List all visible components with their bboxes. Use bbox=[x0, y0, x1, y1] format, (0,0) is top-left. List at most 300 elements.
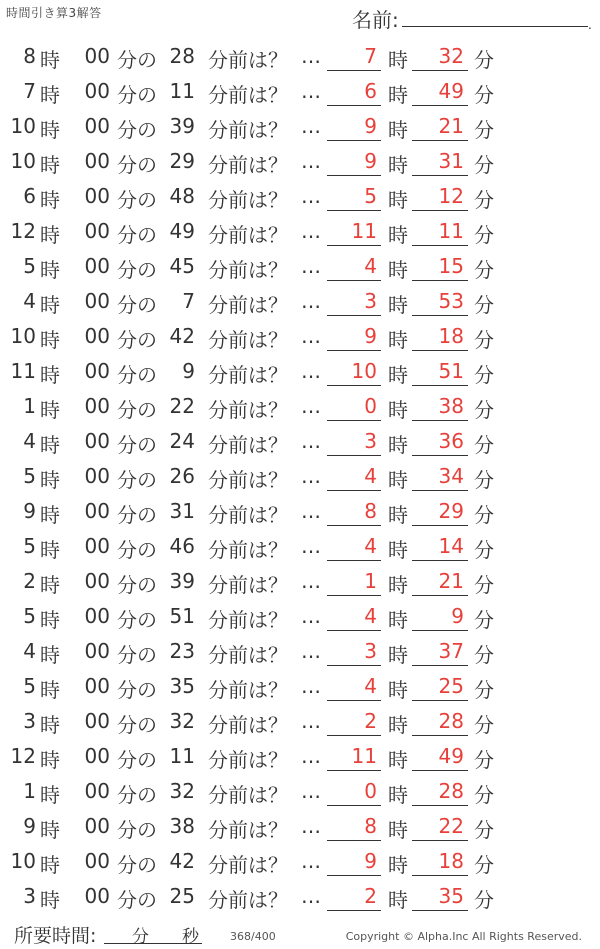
answer-hour: 11 bbox=[327, 744, 381, 771]
minute-of-label: 分の bbox=[117, 468, 157, 492]
minute-label: 分 bbox=[474, 538, 494, 562]
answer-minute: 25 bbox=[412, 674, 468, 701]
answer-hour: 4 bbox=[327, 464, 381, 491]
minute-zero: 00 bbox=[84, 324, 110, 348]
minute-of-label: 分の bbox=[117, 328, 157, 352]
answer-hour: 0 bbox=[327, 779, 381, 806]
minute-label: 分 bbox=[474, 643, 494, 667]
answer-hour-label: 時 bbox=[388, 818, 408, 842]
minute-zero: 00 bbox=[84, 289, 110, 313]
start-hour: 5 bbox=[23, 604, 36, 628]
problem-row bbox=[0, 214, 600, 249]
minute-label: 分 bbox=[474, 188, 494, 212]
minute-zero: 00 bbox=[84, 744, 110, 768]
minus-minutes: 31 bbox=[169, 499, 195, 523]
answer-hour-label: 時 bbox=[388, 118, 408, 142]
minute-zero: 00 bbox=[84, 79, 110, 103]
problem-row bbox=[0, 704, 600, 739]
start-hour: 9 bbox=[23, 499, 36, 523]
answer-hour: 3 bbox=[327, 429, 381, 456]
minute-zero: 00 bbox=[84, 639, 110, 663]
answer-hour: 11 bbox=[327, 219, 381, 246]
answer-hour-label: 時 bbox=[388, 398, 408, 422]
minutes-before-label: 分前は？ bbox=[208, 223, 288, 247]
minute-label: 分 bbox=[474, 363, 494, 387]
minute-zero: 00 bbox=[84, 254, 110, 278]
hour-label: 時 bbox=[40, 713, 60, 737]
minus-minutes: 39 bbox=[169, 114, 195, 138]
ellipsis: … bbox=[301, 219, 321, 243]
minus-minutes: 24 bbox=[169, 429, 195, 453]
minutes-before-label: 分前は？ bbox=[208, 678, 288, 702]
minute-of-label: 分の bbox=[117, 433, 157, 457]
minute-of-label: 分の bbox=[117, 503, 157, 527]
start-hour: 4 bbox=[23, 639, 36, 663]
ellipsis: … bbox=[301, 604, 321, 628]
answer-hour: 9 bbox=[327, 324, 381, 351]
hour-label: 時 bbox=[40, 398, 60, 422]
minus-minutes: 11 bbox=[169, 79, 195, 103]
ellipsis: … bbox=[301, 709, 321, 733]
minute-of-label: 分の bbox=[117, 713, 157, 737]
minutes-before-label: 分前は？ bbox=[208, 433, 288, 457]
minute-of-label: 分の bbox=[117, 678, 157, 702]
answer-hour-label: 時 bbox=[388, 678, 408, 702]
minutes-before-label: 分前は？ bbox=[208, 608, 288, 632]
minutes-before-label: 分前は？ bbox=[208, 328, 288, 352]
minute-zero: 00 bbox=[84, 499, 110, 523]
start-hour: 1 bbox=[23, 779, 36, 803]
answer-hour: 2 bbox=[327, 884, 381, 911]
minute-zero: 00 bbox=[84, 44, 110, 68]
problem-row bbox=[0, 284, 600, 319]
answer-hour-label: 時 bbox=[388, 503, 408, 527]
problem-list bbox=[0, 39, 600, 914]
problem-row bbox=[0, 319, 600, 354]
minute-zero: 00 bbox=[84, 779, 110, 803]
answer-minute: 28 bbox=[412, 779, 468, 806]
ellipsis: … bbox=[301, 814, 321, 838]
minutes-before-label: 分前は？ bbox=[208, 153, 288, 177]
hour-label: 時 bbox=[40, 888, 60, 912]
answer-minute: 11 bbox=[412, 219, 468, 246]
problem-row bbox=[0, 144, 600, 179]
minutes-before-label: 分前は？ bbox=[208, 293, 288, 317]
answer-minute: 18 bbox=[412, 324, 468, 351]
seconds-unit: 秒 bbox=[182, 927, 199, 947]
ellipsis: … bbox=[301, 884, 321, 908]
ellipsis: … bbox=[301, 464, 321, 488]
minus-minutes: 42 bbox=[169, 849, 195, 873]
minus-minutes: 23 bbox=[169, 639, 195, 663]
minutes-before-label: 分前は？ bbox=[208, 363, 288, 387]
hour-label: 時 bbox=[40, 433, 60, 457]
minutes-before-label: 分前は？ bbox=[208, 118, 288, 142]
minute-zero: 00 bbox=[84, 534, 110, 558]
answer-hour: 8 bbox=[327, 814, 381, 841]
ellipsis: … bbox=[301, 499, 321, 523]
start-hour: 12 bbox=[10, 219, 36, 243]
ellipsis: … bbox=[301, 254, 321, 278]
minus-minutes: 29 bbox=[169, 149, 195, 173]
answer-hour-label: 時 bbox=[388, 153, 408, 177]
answer-hour: 1 bbox=[327, 569, 381, 596]
answer-hour-label: 時 bbox=[388, 888, 408, 912]
problem-row bbox=[0, 424, 600, 459]
problem-row bbox=[0, 669, 600, 704]
answer-hour-label: 時 bbox=[388, 748, 408, 772]
answer-minute: 18 bbox=[412, 849, 468, 876]
minutes-before-label: 分前は？ bbox=[208, 853, 288, 877]
minute-zero: 00 bbox=[84, 394, 110, 418]
answer-hour-label: 時 bbox=[388, 188, 408, 212]
answer-hour: 6 bbox=[327, 79, 381, 106]
problem-row bbox=[0, 494, 600, 529]
ellipsis: … bbox=[301, 744, 321, 768]
answer-hour-label: 時 bbox=[388, 83, 408, 107]
minute-label: 分 bbox=[474, 398, 494, 422]
answer-minute: 12 bbox=[412, 184, 468, 211]
answer-hour-label: 時 bbox=[388, 608, 408, 632]
minutes-before-label: 分前は？ bbox=[208, 503, 288, 527]
answer-minute: 22 bbox=[412, 814, 468, 841]
hour-label: 時 bbox=[40, 818, 60, 842]
start-hour: 2 bbox=[23, 569, 36, 593]
minute-zero: 00 bbox=[84, 884, 110, 908]
minute-label: 分 bbox=[474, 118, 494, 142]
minute-label: 分 bbox=[474, 853, 494, 877]
minute-label: 分 bbox=[474, 48, 494, 72]
minus-minutes: 39 bbox=[169, 569, 195, 593]
problem-row bbox=[0, 879, 600, 914]
minute-label: 分 bbox=[474, 293, 494, 317]
start-hour: 3 bbox=[23, 884, 36, 908]
minus-minutes: 26 bbox=[169, 464, 195, 488]
answer-minute: 38 bbox=[412, 394, 468, 421]
answer-hour-label: 時 bbox=[388, 258, 408, 282]
start-hour: 5 bbox=[23, 464, 36, 488]
problem-row bbox=[0, 109, 600, 144]
minute-of-label: 分の bbox=[117, 888, 157, 912]
minute-zero: 00 bbox=[84, 114, 110, 138]
minute-of-label: 分の bbox=[117, 48, 157, 72]
minute-zero: 00 bbox=[84, 849, 110, 873]
minus-minutes: 49 bbox=[169, 219, 195, 243]
problem-row bbox=[0, 74, 600, 109]
minus-minutes: 22 bbox=[169, 394, 195, 418]
name-label: 名前: bbox=[352, 8, 399, 32]
answer-hour-label: 時 bbox=[388, 293, 408, 317]
ellipsis: … bbox=[301, 149, 321, 173]
minute-label: 分 bbox=[474, 83, 494, 107]
problem-row bbox=[0, 809, 600, 844]
answer-hour: 3 bbox=[327, 639, 381, 666]
minutes-before-label: 分前は？ bbox=[208, 83, 288, 107]
minute-of-label: 分の bbox=[117, 783, 157, 807]
copyright: Copyright © Alpha.Inc All Rights Reserved. bbox=[345, 930, 582, 943]
answer-hour-label: 時 bbox=[388, 643, 408, 667]
answer-hour: 3 bbox=[327, 289, 381, 316]
minute-label: 分 bbox=[474, 153, 494, 177]
answer-hour-label: 時 bbox=[388, 573, 408, 597]
ellipsis: … bbox=[301, 184, 321, 208]
ellipsis: … bbox=[301, 359, 321, 383]
minute-label: 分 bbox=[474, 888, 494, 912]
hour-label: 時 bbox=[40, 608, 60, 632]
answer-hour-label: 時 bbox=[388, 783, 408, 807]
minus-minutes: 42 bbox=[169, 324, 195, 348]
start-hour: 10 bbox=[10, 849, 36, 873]
name-area bbox=[352, 4, 592, 30]
answer-minute: 49 bbox=[412, 744, 468, 771]
answer-minute: 37 bbox=[412, 639, 468, 666]
minute-of-label: 分の bbox=[117, 538, 157, 562]
answer-hour-label: 時 bbox=[388, 363, 408, 387]
minute-of-label: 分の bbox=[117, 223, 157, 247]
hour-label: 時 bbox=[40, 643, 60, 667]
minute-of-label: 分の bbox=[117, 398, 157, 422]
hour-label: 時 bbox=[40, 748, 60, 772]
answer-hour-label: 時 bbox=[388, 433, 408, 457]
time-required-label: 所要時間: bbox=[14, 925, 97, 947]
minute-label: 分 bbox=[474, 748, 494, 772]
minutes-before-label: 分前は？ bbox=[208, 573, 288, 597]
minute-zero: 00 bbox=[84, 464, 110, 488]
ellipsis: … bbox=[301, 849, 321, 873]
hour-label: 時 bbox=[40, 678, 60, 702]
start-hour: 10 bbox=[10, 324, 36, 348]
problem-row bbox=[0, 354, 600, 389]
minute-label: 分 bbox=[474, 818, 494, 842]
minute-zero: 00 bbox=[84, 709, 110, 733]
answer-minute: 28 bbox=[412, 709, 468, 736]
minute-zero: 00 bbox=[84, 814, 110, 838]
minute-label: 分 bbox=[474, 678, 494, 702]
answer-hour: 4 bbox=[327, 534, 381, 561]
hour-label: 時 bbox=[40, 853, 60, 877]
problem-row bbox=[0, 564, 600, 599]
hour-label: 時 bbox=[40, 48, 60, 72]
answer-minute: 32 bbox=[412, 44, 468, 71]
answer-hour-label: 時 bbox=[388, 538, 408, 562]
answer-minute: 51 bbox=[412, 359, 468, 386]
start-hour: 10 bbox=[10, 114, 36, 138]
answer-minute: 15 bbox=[412, 254, 468, 281]
minutes-before-label: 分前は？ bbox=[208, 188, 288, 212]
answer-minute: 35 bbox=[412, 884, 468, 911]
minus-minutes: 35 bbox=[169, 674, 195, 698]
problem-row bbox=[0, 739, 600, 774]
answer-hour-label: 時 bbox=[388, 468, 408, 492]
minute-of-label: 分の bbox=[117, 573, 157, 597]
start-hour: 5 bbox=[23, 254, 36, 278]
answer-minute: 14 bbox=[412, 534, 468, 561]
minutes-before-label: 分前は？ bbox=[208, 748, 288, 772]
ellipsis: … bbox=[301, 779, 321, 803]
sheet-title: 時間引き算3解答 bbox=[6, 6, 102, 20]
ellipsis: … bbox=[301, 674, 321, 698]
start-hour: 4 bbox=[23, 289, 36, 313]
minutes-before-label: 分前は？ bbox=[208, 258, 288, 282]
minus-minutes: 9 bbox=[182, 359, 195, 383]
answer-minute: 29 bbox=[412, 499, 468, 526]
minutes-before-label: 分前は？ bbox=[208, 888, 288, 912]
answer-hour: 0 bbox=[327, 394, 381, 421]
minutes-before-label: 分前は？ bbox=[208, 713, 288, 737]
minutes-before-label: 分前は？ bbox=[208, 398, 288, 422]
minute-label: 分 bbox=[474, 573, 494, 597]
answer-hour: 4 bbox=[327, 254, 381, 281]
answer-hour-label: 時 bbox=[388, 48, 408, 72]
minutes-before-label: 分前は？ bbox=[208, 468, 288, 492]
ellipsis: … bbox=[301, 324, 321, 348]
ellipsis: … bbox=[301, 534, 321, 558]
minute-zero: 00 bbox=[84, 184, 110, 208]
hour-label: 時 bbox=[40, 573, 60, 597]
minute-label: 分 bbox=[474, 503, 494, 527]
answer-minute: 21 bbox=[412, 569, 468, 596]
ellipsis: … bbox=[301, 114, 321, 138]
minus-minutes: 32 bbox=[169, 779, 195, 803]
minute-of-label: 分の bbox=[117, 818, 157, 842]
problem-row bbox=[0, 634, 600, 669]
minus-minutes: 28 bbox=[169, 44, 195, 68]
minus-minutes: 46 bbox=[169, 534, 195, 558]
minute-of-label: 分の bbox=[117, 643, 157, 667]
minute-label: 分 bbox=[474, 433, 494, 457]
answer-hour-label: 時 bbox=[388, 328, 408, 352]
minute-zero: 00 bbox=[84, 359, 110, 383]
minute-label: 分 bbox=[474, 223, 494, 247]
hour-label: 時 bbox=[40, 118, 60, 142]
start-hour: 6 bbox=[23, 184, 36, 208]
ellipsis: … bbox=[301, 429, 321, 453]
minus-minutes: 38 bbox=[169, 814, 195, 838]
minus-minutes: 48 bbox=[169, 184, 195, 208]
name-line bbox=[402, 26, 588, 27]
minutes-before-label: 分前は？ bbox=[208, 643, 288, 667]
hour-label: 時 bbox=[40, 258, 60, 282]
answer-hour: 9 bbox=[327, 114, 381, 141]
problem-row bbox=[0, 844, 600, 879]
minute-of-label: 分の bbox=[117, 853, 157, 877]
ellipsis: … bbox=[301, 289, 321, 313]
hour-label: 時 bbox=[40, 468, 60, 492]
start-hour: 8 bbox=[23, 44, 36, 68]
name-end-mark: . bbox=[588, 18, 592, 32]
answer-hour: 5 bbox=[327, 184, 381, 211]
answer-minute: 9 bbox=[412, 604, 468, 631]
ellipsis: … bbox=[301, 44, 321, 68]
minute-label: 分 bbox=[474, 608, 494, 632]
ellipsis: … bbox=[301, 79, 321, 103]
minute-of-label: 分の bbox=[117, 363, 157, 387]
minus-minutes: 11 bbox=[169, 744, 195, 768]
minute-zero: 00 bbox=[84, 219, 110, 243]
answer-hour-label: 時 bbox=[388, 713, 408, 737]
answer-hour: 10 bbox=[327, 359, 381, 386]
start-hour: 10 bbox=[10, 149, 36, 173]
ellipsis: … bbox=[301, 394, 321, 418]
start-hour: 11 bbox=[10, 359, 36, 383]
minus-minutes: 32 bbox=[169, 709, 195, 733]
hour-label: 時 bbox=[40, 363, 60, 387]
ellipsis: … bbox=[301, 639, 321, 663]
minute-of-label: 分の bbox=[117, 83, 157, 107]
answer-hour: 8 bbox=[327, 499, 381, 526]
page-number: 368/400 bbox=[230, 930, 276, 943]
minute-of-label: 分の bbox=[117, 293, 157, 317]
problem-row bbox=[0, 459, 600, 494]
start-hour: 12 bbox=[10, 744, 36, 768]
start-hour: 5 bbox=[23, 674, 36, 698]
answer-minute: 34 bbox=[412, 464, 468, 491]
minute-zero: 00 bbox=[84, 604, 110, 628]
start-hour: 1 bbox=[23, 394, 36, 418]
answer-hour: 7 bbox=[327, 44, 381, 71]
minute-label: 分 bbox=[474, 468, 494, 492]
start-hour: 9 bbox=[23, 814, 36, 838]
minute-label: 分 bbox=[474, 258, 494, 282]
minute-of-label: 分の bbox=[117, 188, 157, 212]
minute-label: 分 bbox=[474, 713, 494, 737]
answer-hour-label: 時 bbox=[388, 853, 408, 877]
problem-row bbox=[0, 39, 600, 74]
minute-of-label: 分の bbox=[117, 153, 157, 177]
answer-minute: 36 bbox=[412, 429, 468, 456]
answer-minute: 31 bbox=[412, 149, 468, 176]
ellipsis: … bbox=[301, 569, 321, 593]
problem-row bbox=[0, 599, 600, 634]
answer-hour: 4 bbox=[327, 674, 381, 701]
hour-label: 時 bbox=[40, 83, 60, 107]
minute-zero: 00 bbox=[84, 674, 110, 698]
minute-of-label: 分の bbox=[117, 748, 157, 772]
problem-row bbox=[0, 179, 600, 214]
start-hour: 3 bbox=[23, 709, 36, 733]
problem-row bbox=[0, 389, 600, 424]
minute-label: 分 bbox=[474, 783, 494, 807]
problem-row bbox=[0, 249, 600, 284]
problem-row bbox=[0, 529, 600, 564]
footer bbox=[0, 916, 600, 946]
problem-row bbox=[0, 774, 600, 809]
minutes-before-label: 分前は？ bbox=[208, 48, 288, 72]
minutes-before-label: 分前は？ bbox=[208, 783, 288, 807]
hour-label: 時 bbox=[40, 188, 60, 212]
hour-label: 時 bbox=[40, 293, 60, 317]
answer-hour: 9 bbox=[327, 149, 381, 176]
hour-label: 時 bbox=[40, 783, 60, 807]
start-hour: 7 bbox=[23, 79, 36, 103]
hour-label: 時 bbox=[40, 153, 60, 177]
hour-label: 時 bbox=[40, 538, 60, 562]
answer-hour: 9 bbox=[327, 849, 381, 876]
hour-label: 時 bbox=[40, 223, 60, 247]
hour-label: 時 bbox=[40, 328, 60, 352]
answer-minute: 53 bbox=[412, 289, 468, 316]
answer-minute: 49 bbox=[412, 79, 468, 106]
minute-zero: 00 bbox=[84, 429, 110, 453]
minute-of-label: 分の bbox=[117, 608, 157, 632]
hour-label: 時 bbox=[40, 503, 60, 527]
minus-minutes: 45 bbox=[169, 254, 195, 278]
minute-zero: 00 bbox=[84, 569, 110, 593]
minute-zero: 00 bbox=[84, 149, 110, 173]
minute-of-label: 分の bbox=[117, 258, 157, 282]
answer-minute: 21 bbox=[412, 114, 468, 141]
answer-hour: 2 bbox=[327, 709, 381, 736]
